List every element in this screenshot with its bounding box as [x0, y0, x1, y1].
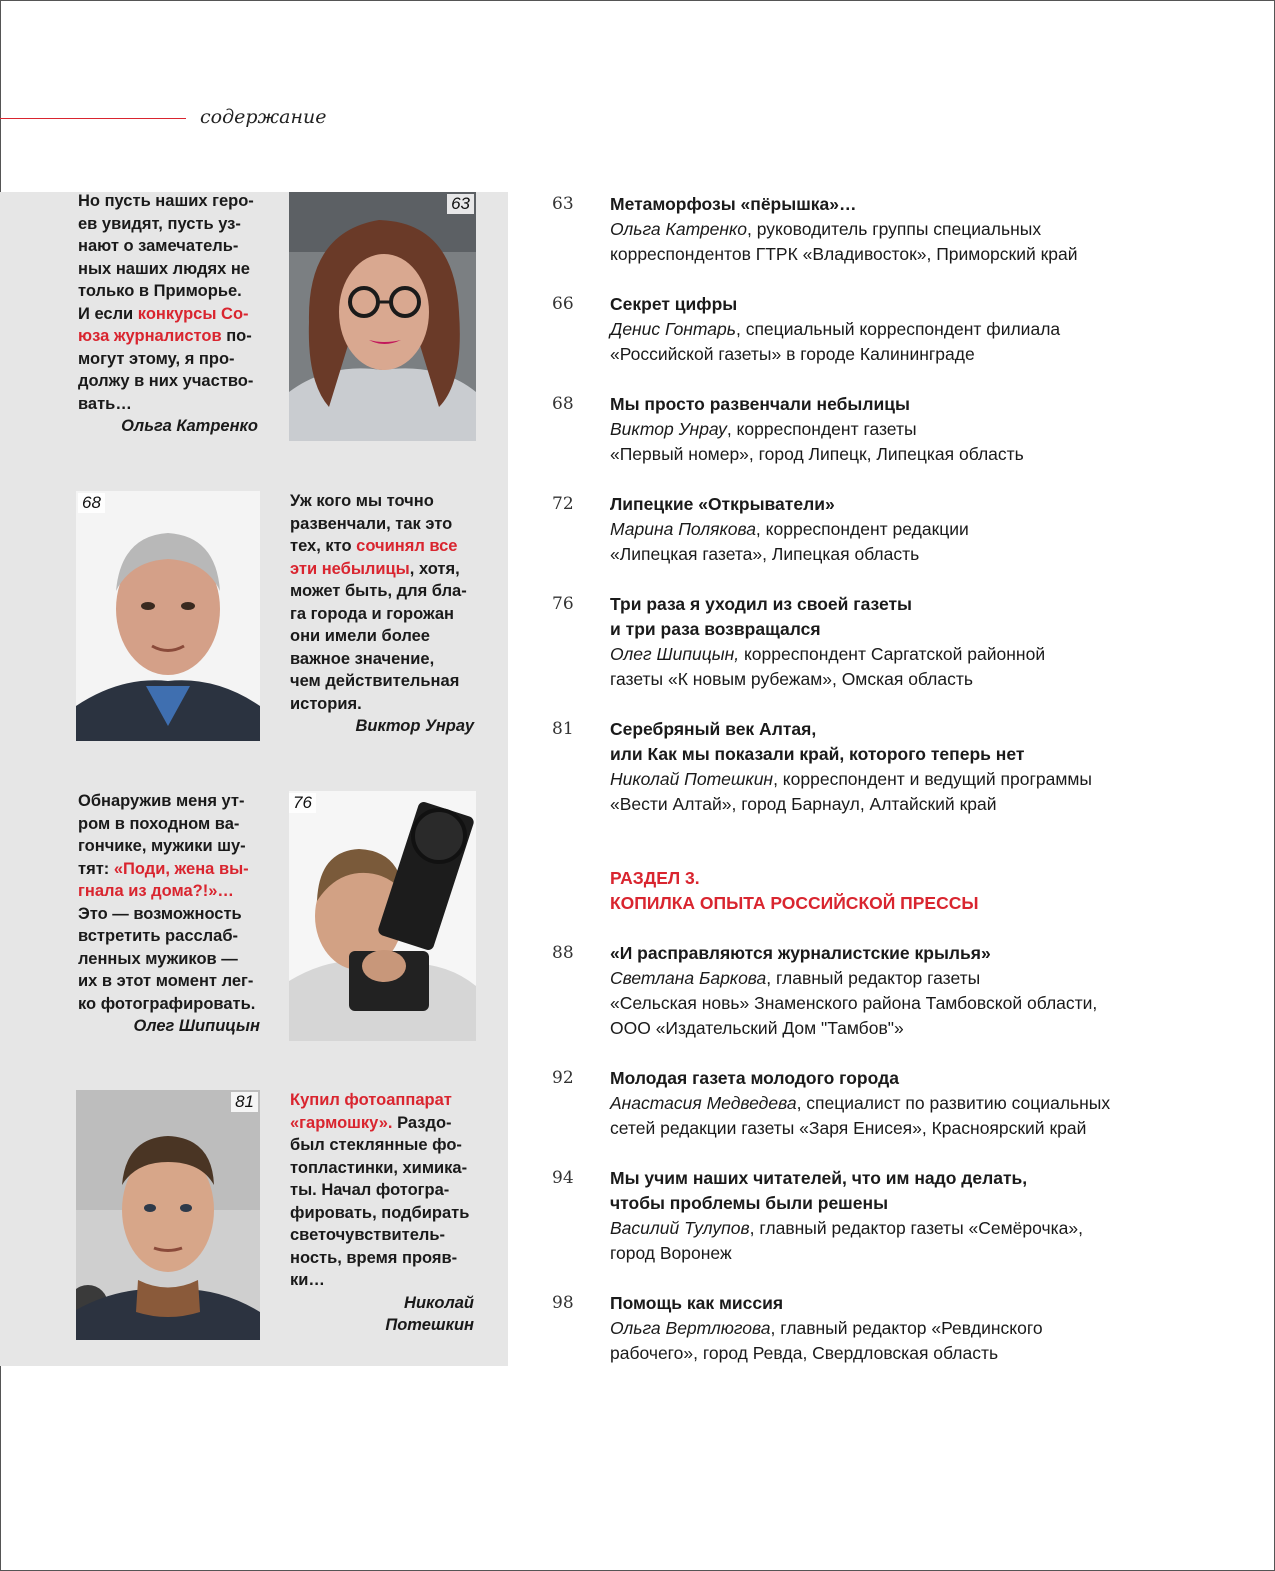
toc-author: Анастасия Медведева — [610, 1093, 797, 1113]
toc-entry-76[interactable] — [552, 592, 1172, 692]
toc-page-number: 68 — [552, 394, 574, 414]
toc-title: «И расправляются журналистские крылья» — [610, 943, 991, 963]
toc-title: Мы просто развенчали небылицы — [610, 394, 910, 414]
toc-entry-68[interactable] — [552, 392, 1172, 467]
toc-entry-98[interactable] — [552, 1291, 1172, 1366]
quote-text: Но пусть наших геро- ев увидят, пусть уз- нают о замечатель- ных наших людях не только в Приморье. И если — [78, 192, 254, 323]
toc-title: Мы учим наших читателей, что им надо делать, чтобы проблемы были решены — [610, 1168, 1028, 1213]
quote-text: по- могут этому, я про- должу в них участво- вать… — [78, 327, 254, 413]
toc-description: , руководитель группы специальных корреспондентов ГТРК «Владивосток», Приморский край — [610, 219, 1078, 264]
toc-author: Светлана Баркова — [610, 968, 767, 988]
quote-highlight: Купил фотоаппарат «гармошку». — [290, 1091, 452, 1132]
quote-author: Николай Потешкин — [385, 1293, 474, 1334]
toc-page-number: 94 — [552, 1168, 574, 1188]
quote-author: Олег Шипицын — [133, 1017, 260, 1035]
toc-title: Серебряный век Алтая, или Как мы показали край, которого теперь нет — [610, 719, 1025, 764]
toc-author: Олег Шипицын, — [610, 644, 740, 664]
toc-entry-88[interactable] — [552, 941, 1172, 1041]
photo-page-number: 68 — [78, 493, 105, 513]
toc-title: Метаморфозы «пёрышка»… — [610, 194, 857, 214]
quote-author: Ольга Катренко — [121, 417, 258, 435]
portrait-man-gray-hair-image — [76, 491, 260, 741]
quote-76 — [78, 790, 260, 1038]
toc-author: Ольга Катренко — [610, 219, 748, 239]
toc-description: , специалист по развитию социальных сетей редакции газеты «Заря Енисея», Красноярский край — [610, 1093, 1111, 1138]
toc-author: Николай Потешкин — [610, 769, 774, 789]
photo-76 — [289, 791, 476, 1041]
portrait-woman-image — [289, 192, 476, 441]
toc-description: , корреспондент газеты «Первый номер», город Липецк, Липецкая область — [610, 419, 1024, 464]
toc-page-number: 63 — [552, 194, 574, 214]
toc-page-number: 76 — [552, 594, 574, 614]
portrait-man-turtleneck-image — [76, 1090, 260, 1340]
portrait-photographer-camera-image — [289, 791, 476, 1041]
quote-author: Виктор Унрау — [355, 717, 474, 735]
photo-68 — [76, 491, 260, 741]
toc-description: , главный редактор газеты «Семёрочка», город Воронеж — [610, 1218, 1083, 1263]
toc-title: Молодая газета молодого города — [610, 1068, 899, 1088]
quote-text: Это — возможность встретить расслаб- ленных мужиков — их в этот момент лег- ко фотографировать. — [78, 904, 256, 1013]
quote-highlight: конкурсы Со- юза журналистов — [78, 304, 249, 345]
section-3-title: КОПИЛКА ОПЫТА РОССИЙСКОЙ ПРЕССЫ — [610, 893, 979, 913]
toc-entry-81[interactable] — [552, 717, 1172, 817]
toc-page-number: 98 — [552, 1293, 574, 1313]
toc-page-number: 66 — [552, 294, 574, 314]
quote-highlight: сочинял все эти небылицы — [290, 537, 458, 578]
quote-text: , хотя, может быть, для бла- га города и горожан они имели более важное значение, чем действительная история. — [290, 559, 467, 713]
quote-text: Уж кого мы точно развенчали, так это тех, кто — [290, 492, 453, 555]
quote-81 — [290, 1089, 474, 1337]
quote-highlight: «Поди, жена вы- гнала из дома?!»… — [78, 859, 249, 900]
photo-63 — [289, 192, 476, 441]
photo-page-number: 81 — [231, 1092, 258, 1112]
toc-title: Секрет цифры — [610, 294, 738, 314]
toc-entry-63[interactable] — [552, 192, 1172, 267]
quote-text: Обнаружив меня ут- ром в походном ва- гончике, мужики шу- тят: — [78, 792, 246, 878]
photo-81 — [76, 1090, 260, 1340]
section-label: содержание — [200, 106, 327, 128]
toc-page-number: 88 — [552, 943, 574, 963]
toc-author: Василий Тулупов — [610, 1218, 750, 1238]
quote-63 — [78, 190, 258, 438]
toc-title: Три раза я уходил из своей газеты и три раза возвращался — [610, 594, 912, 639]
toc-author: Виктор Унрау — [610, 419, 727, 439]
toc-author: Денис Гонтарь — [610, 319, 736, 339]
section-3-heading — [610, 866, 979, 916]
toc-title: Помощь как миссия — [610, 1293, 784, 1313]
toc-description: , специальный корреспондент филиала «Российской газеты» в городе Калининграде — [610, 319, 1061, 364]
toc-entry-92[interactable] — [552, 1066, 1172, 1141]
toc-entry-94[interactable] — [552, 1166, 1172, 1266]
toc-description: , корреспондент редакции «Липецкая газета», Липецкая область — [610, 519, 969, 564]
toc-author: Ольга Вертлюгова — [610, 1318, 771, 1338]
toc-author: Марина Полякова — [610, 519, 756, 539]
toc-page-number: 92 — [552, 1068, 574, 1088]
toc-page-number: 81 — [552, 719, 574, 739]
header-rule — [0, 118, 186, 119]
toc-entry-66[interactable] — [552, 292, 1172, 367]
toc-description: , корреспондент и ведущий программы «Вести Алтай», город Барнаул, Алтайский край — [610, 769, 1092, 814]
toc-entry-72[interactable] — [552, 492, 1172, 567]
toc-title: Липецкие «Открыватели» — [610, 494, 835, 514]
quote-68 — [290, 490, 474, 738]
toc-description: , главный редактор «Ревдинского рабочего», город Ревда, Свердловская область — [610, 1318, 1043, 1363]
quote-text: Раздо- был стеклянные фо- топластинки, химика- ты. Начал фотогра- фировать, подбирать светочувствитель- ность, время прояв- ки… — [290, 1113, 470, 1289]
toc-description: корреспондент Саргатской районной газеты «К новым рубежам», Омская область — [610, 644, 1046, 689]
section-3-number: РАЗДЕЛ 3. — [610, 868, 700, 888]
photo-page-number: 63 — [447, 194, 474, 214]
toc-page-number: 72 — [552, 494, 574, 514]
photo-page-number: 76 — [289, 793, 316, 813]
toc-description: , главный редактор газеты «Сельская новь» Знаменского района Тамбовской области, ООО «Издательский Дом "Тамбов"» — [610, 968, 1098, 1038]
